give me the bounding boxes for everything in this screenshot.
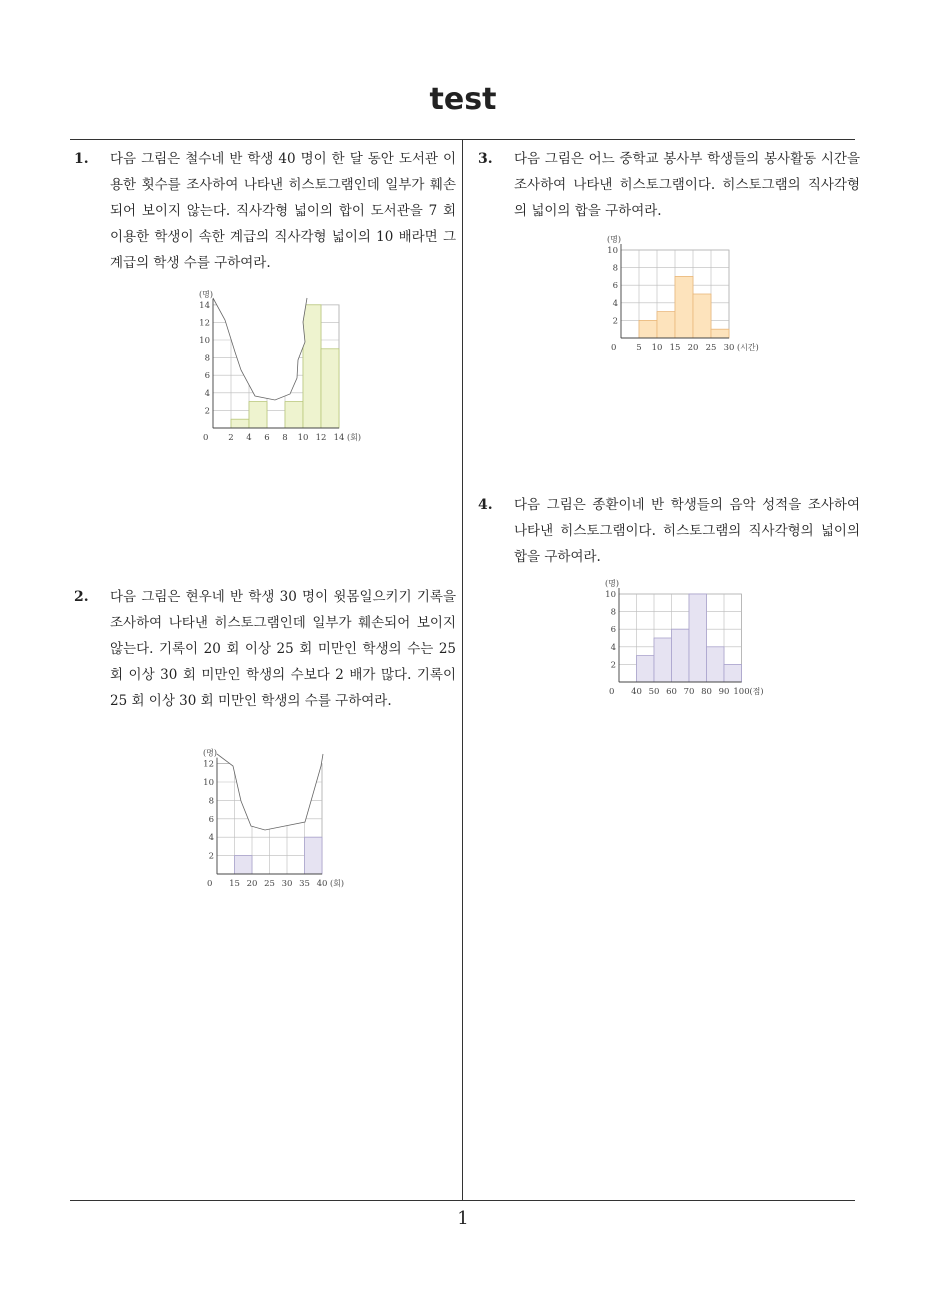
- x-tick-label: 10: [651, 343, 663, 353]
- x-tick-label: 40: [316, 879, 328, 888]
- y-tick-label: 12: [199, 318, 210, 329]
- y-unit-label: (명): [203, 748, 217, 758]
- histogram-bar: [724, 664, 742, 682]
- y-tick-label: 10: [607, 246, 618, 256]
- y-tick-label: 10: [203, 778, 214, 788]
- histogram-bar: [657, 312, 675, 338]
- histogram-bar: [672, 629, 690, 682]
- x-tick-label: 30: [723, 343, 735, 353]
- x-tick-label: 100: [733, 687, 750, 697]
- y-tick-label: 2: [612, 316, 618, 327]
- x-unit-label: (회): [330, 879, 344, 888]
- x-tick-label: 0: [611, 343, 617, 353]
- x-tick-label: 30: [281, 879, 293, 888]
- histogram-bar: [231, 419, 249, 428]
- x-unit-label: (시간): [737, 343, 759, 352]
- y-tick-label: 14: [199, 300, 210, 311]
- x-tick-label: 6: [264, 433, 270, 443]
- x-tick-label: 25: [705, 343, 717, 353]
- x-tick-label: 5: [636, 343, 642, 353]
- question-3: [478, 146, 860, 224]
- y-unit-label: (명): [199, 289, 213, 299]
- y-unit-label: (명): [605, 579, 619, 588]
- x-tick-label: 60: [666, 687, 677, 697]
- histogram-bar: [303, 305, 321, 428]
- y-tick-label: 2: [204, 406, 210, 417]
- question-text: 다음 그림은 종환이네 반 학생들의 음악 성적을 조사하여 나타낸 히스토그램이다. 히스토그램의 직사각형의 넓이의 합을 구하여라.: [514, 497, 860, 565]
- histogram-bar: [285, 402, 303, 428]
- histogram-bar: [639, 320, 657, 338]
- x-tick-label: 4: [246, 433, 252, 443]
- y-tick-label: 6: [208, 814, 214, 825]
- y-tick-label: 8: [610, 607, 616, 618]
- y-tick-label: 8: [208, 796, 214, 807]
- y-unit-label: (명): [607, 235, 621, 244]
- x-unit-label: (점): [749, 687, 764, 696]
- histogram-q3: [597, 230, 772, 354]
- question-number: 3.: [478, 151, 493, 167]
- histogram-bar: [707, 647, 725, 682]
- histogram-bar: [235, 856, 253, 874]
- x-tick-label: 80: [701, 687, 712, 697]
- histogram-bar: [321, 349, 339, 428]
- x-tick-label: 35: [299, 879, 310, 888]
- histogram-q2: [195, 746, 370, 888]
- x-tick-label: 15: [669, 343, 681, 353]
- histogram-q1: [195, 282, 375, 444]
- histogram-bar: [654, 638, 672, 682]
- x-tick-label: 0: [203, 433, 209, 443]
- y-tick-label: 10: [605, 590, 616, 600]
- page-number: 1: [457, 1208, 469, 1229]
- x-tick-label: 12: [315, 433, 327, 443]
- question-number: 4.: [478, 497, 493, 513]
- histogram-q4: [597, 576, 777, 698]
- x-tick-label: 0: [609, 687, 615, 697]
- x-tick-label: 90: [718, 687, 730, 697]
- x-tick-label: 8: [282, 433, 288, 443]
- histogram-bar: [305, 837, 323, 874]
- x-unit-label: (회): [347, 433, 361, 442]
- page-title: test: [429, 82, 497, 117]
- x-tick-label: 70: [683, 687, 695, 697]
- question-1: [74, 146, 456, 276]
- y-tick-label: 4: [610, 642, 616, 653]
- y-tick-label: 8: [204, 353, 210, 364]
- x-tick-label: 2: [228, 433, 234, 443]
- x-tick-label: 20: [246, 879, 258, 888]
- question-4: [478, 492, 860, 570]
- question-2: [74, 584, 456, 714]
- y-tick-label: 6: [610, 625, 616, 636]
- y-tick-label: 4: [204, 388, 210, 399]
- histogram-bar: [689, 594, 707, 682]
- histogram-bar: [675, 276, 693, 338]
- x-tick-label: 0: [207, 879, 213, 888]
- x-tick-label: 15: [229, 879, 240, 888]
- x-tick-label: 10: [297, 433, 309, 443]
- column-divider: [462, 139, 463, 1201]
- x-tick-label: 50: [648, 687, 660, 697]
- x-tick-label: 20: [687, 343, 699, 353]
- y-tick-label: 12: [203, 759, 214, 770]
- y-tick-label: 6: [204, 371, 210, 382]
- y-tick-label: 4: [612, 298, 618, 309]
- y-tick-label: 6: [612, 281, 618, 292]
- y-tick-label: 4: [208, 833, 214, 844]
- question-text: 다음 그림은 철수네 반 학생 40 명이 한 달 동안 도서관 이용한 횟수를 조사하여 나타낸 히스토그램인데 일부가 훼손되어 보이지 않는다. 직사각형 넓이의 합이 도서관을 7 회 이용한 학생이 속한 계급의 직사각형 넓이의 10 배라면 그 계급의 학생 수를 구하여라.: [110, 151, 456, 271]
- y-tick-label: 2: [610, 660, 616, 671]
- question-number: 1.: [74, 151, 89, 167]
- question-text: 다음 그림은 어느 중학교 봉사부 학생들의 봉사활동 시간을 조사하여 나타낸 히스토그램이다. 히스토그램의 직사각형의 넓이의 합을 구하여라.: [514, 151, 860, 219]
- x-tick-label: 14: [333, 433, 345, 443]
- histogram-bar: [711, 329, 729, 338]
- x-tick-label: 40: [631, 687, 642, 697]
- x-tick-label: 25: [264, 879, 275, 888]
- question-text: 다음 그림은 현우네 반 학생 30 명이 윗몸일으키기 기록을 조사하여 나타낸 히스토그램인데 일부가 훼손되어 보이지 않는다. 기록이 20 회 이상 25 회 미만인 학생의 수는 25 회 이상 30 회 미만인 학생의 수보다 2 배가 많다. 기록이 25 회 이상 30 회 미만인 학생의 수를 구하여라.: [110, 589, 456, 709]
- question-number: 2.: [74, 589, 89, 605]
- histogram-bar: [693, 294, 711, 338]
- y-tick-label: 2: [208, 851, 214, 862]
- y-tick-label: 10: [199, 336, 210, 346]
- histogram-bar: [249, 402, 267, 428]
- y-tick-label: 8: [612, 263, 618, 274]
- histogram-bar: [637, 656, 655, 682]
